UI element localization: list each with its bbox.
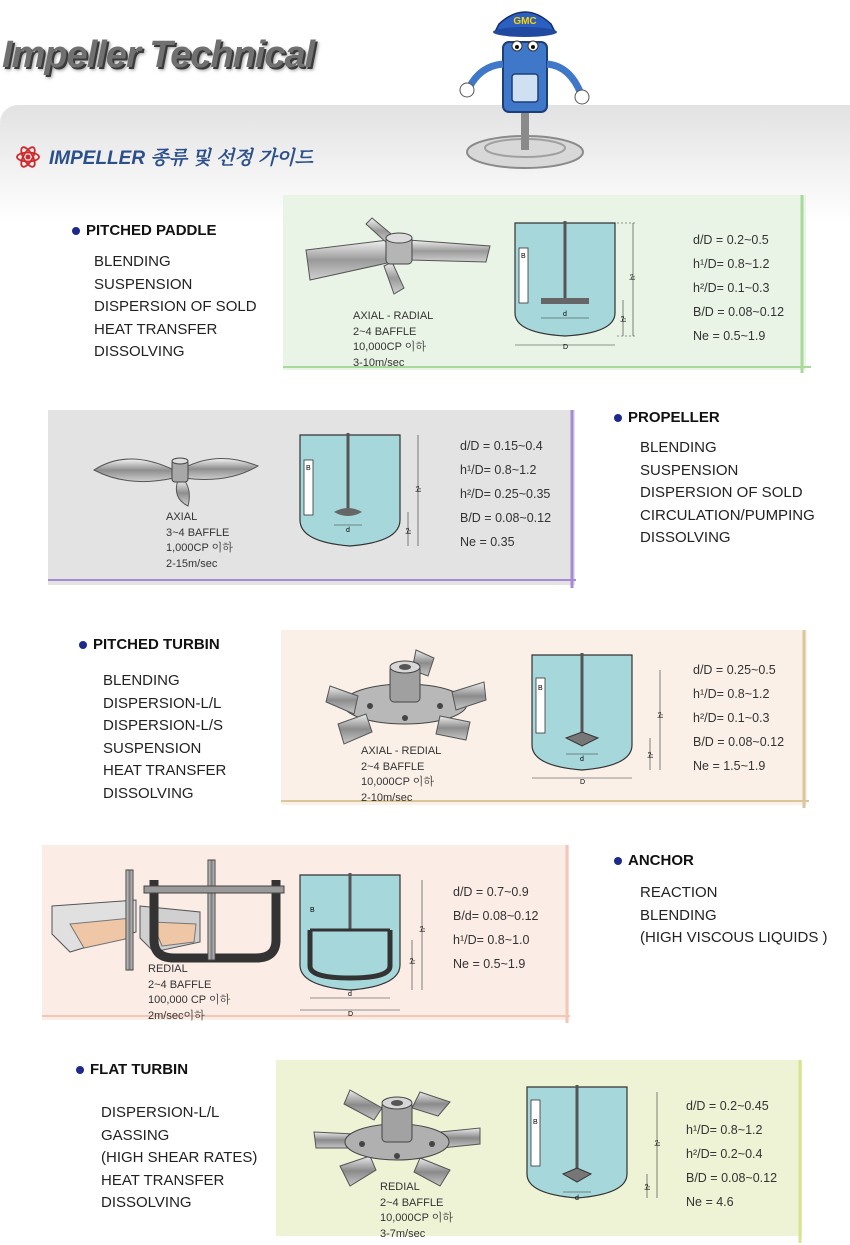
dim-label: B [310, 907, 315, 914]
section-heading-flat-turbin: FLAT TURBIN [76, 1061, 188, 1078]
pitched-paddle-impeller-icon [300, 210, 495, 305]
dim-label: h¹ [658, 711, 665, 718]
dim-label: B [538, 685, 543, 692]
tank-diagram [522, 650, 672, 790]
list-item: DISSOLVING [94, 343, 185, 361]
spec-caption: AXIAL 3~4 BAFFLE 1,000CP 이하 2-15m/sec [166, 511, 233, 570]
panel-corner-accent [790, 1060, 810, 1245]
bullet-icon [79, 641, 87, 649]
list-item: (HIGH SHEAR RATES) [101, 1149, 258, 1167]
list-item: DISPERSION OF SOLD [640, 484, 803, 502]
spec-caption: AXIAL - RADIAL 2~4 BAFFLE 10,000CP 이하 3-10m/sec [353, 310, 434, 369]
spec-list: d/D = 0.25~0.5 h¹/D= 0.8~1.2 h²/D= 0.1~0.3 B/D = 0.08~0.12 Ne = 1.5~1.9 [693, 663, 785, 773]
list-item: CIRCULATION/PUMPING [640, 506, 815, 524]
spec-list: d/D = 0.15~0.4 h¹/D= 0.8~1.2 h²/D= 0.25~0.35 B/D = 0.08~0.12 Ne = 0.35 [460, 439, 552, 549]
list-item: DISSOLVING [101, 1194, 192, 1212]
flat-turbin-impeller-icon [310, 1086, 485, 1191]
section-heading-pitched-turbin: PITCHED TURBIN [79, 636, 220, 653]
dim-label: h¹ [630, 273, 637, 280]
page-title: Impeller Technical [2, 34, 315, 76]
spec-caption: REDIAL 2~4 BAFFLE 10,000CP 이하 3-7m/sec [380, 1181, 454, 1240]
panel-corner-accent [560, 410, 580, 590]
uses-list [640, 882, 828, 950]
pitched-turbin-impeller-icon [320, 648, 490, 753]
spec-list: d/D = 0.2~0.5 h¹/D= 0.8~1.2 h²/D= 0.1~0.3 B/D = 0.08~0.12 Ne = 0.5~1.9 [693, 233, 785, 343]
list-item: HEAT TRANSFER [101, 1171, 225, 1189]
dim-label: d [580, 756, 584, 763]
list-item: BLENDING [640, 906, 717, 924]
uses-list [640, 437, 815, 550]
dim-label: B [306, 465, 311, 472]
section-heading-anchor: ANCHOR [614, 852, 694, 869]
list-item: DISPERSION OF SOLD [94, 298, 257, 316]
bullet-icon [76, 1066, 84, 1074]
guide-title: IMPELLER 종류 및 선정 가이드 [49, 148, 314, 169]
atom-icon [15, 144, 41, 170]
dim-label: h¹ [655, 1139, 662, 1146]
panel-corner-accent [790, 195, 810, 375]
panel-corner-accent [48, 575, 578, 587]
panel-corner-accent [792, 630, 812, 810]
bullet-icon [614, 414, 622, 422]
uses-list [94, 251, 257, 364]
list-item: SUSPENSION [94, 275, 193, 293]
mascot-badge: GMC [513, 16, 537, 27]
dim-label: d [348, 991, 352, 998]
list-item: DISSOLVING [103, 784, 194, 802]
tank-diagram [517, 1082, 667, 1212]
list-item: (HIGH VISCOUS LIQUIDS ) [640, 929, 828, 947]
list-item: HEAT TRANSFER [103, 762, 227, 780]
list-item: BLENDING [94, 253, 171, 270]
mascot-icon [455, 2, 595, 177]
dim-label: d [575, 1195, 579, 1202]
bullet-icon [614, 857, 622, 865]
list-item: DISPERSION-L/L [101, 1104, 220, 1121]
dim-label: D [580, 779, 586, 786]
spec-list: d/D = 0.2~0.45 h¹/D= 0.8~1.2 h²/D= 0.2~0.4 B/D = 0.08~0.12 Ne = 4.6 [686, 1099, 778, 1209]
uses-list [103, 670, 226, 806]
list-item: SUSPENSION [640, 461, 739, 479]
list-item: BLENDING [640, 439, 717, 456]
dim-label: B [533, 1119, 538, 1126]
tank-diagram [290, 430, 440, 560]
dim-label: h² [410, 957, 417, 964]
dim-label: D [563, 344, 569, 351]
list-item: DISPERSION-L/S [103, 717, 224, 735]
dim-label: h¹ [420, 925, 427, 932]
dim-label: h² [645, 1183, 652, 1190]
dim-label: h¹ [416, 485, 423, 492]
spec-list: d/D = 0.7~0.9 B/d= 0.08~0.12 h¹/D= 0.8~1.0 Ne = 0.5~1.9 [453, 885, 539, 971]
section-heading-pitched-paddle: PITCHED PADDLE [72, 222, 217, 239]
list-item: REACTION [640, 884, 718, 901]
dim-label: D [348, 1011, 354, 1018]
tank-diagram [505, 218, 655, 353]
bullet-icon [72, 227, 80, 235]
list-item: DISPERSION-L/L [103, 694, 222, 712]
spec-caption: REDIAL 2~4 BAFFLE 100,000 CP 이하 2m/sec이하 [148, 963, 231, 1022]
spec-caption: AXIAL - REDIAL 2~4 BAFFLE 10,000CP 이하 2-10m/sec [361, 745, 442, 804]
dim-label: h² [621, 315, 628, 322]
anchor-impeller-icon [50, 858, 290, 973]
propeller-impeller-icon [88, 440, 263, 510]
section-heading-propeller: PROPELLER [614, 409, 720, 426]
tank-diagram [290, 870, 440, 1020]
list-item: SUSPENSION [103, 739, 202, 757]
panel-corner-accent [555, 845, 575, 1025]
dim-label: d [346, 527, 350, 534]
dim-label: h² [406, 527, 413, 534]
list-item: GASSING [101, 1126, 170, 1144]
dim-label: B [521, 253, 526, 260]
guide-heading [15, 143, 313, 170]
uses-list [101, 1102, 257, 1215]
dim-label: h² [648, 751, 655, 758]
list-item: DISSOLVING [640, 529, 731, 547]
list-item: HEAT TRANSFER [94, 320, 218, 338]
dim-label: d [563, 311, 567, 318]
list-item: BLENDING [103, 672, 180, 689]
